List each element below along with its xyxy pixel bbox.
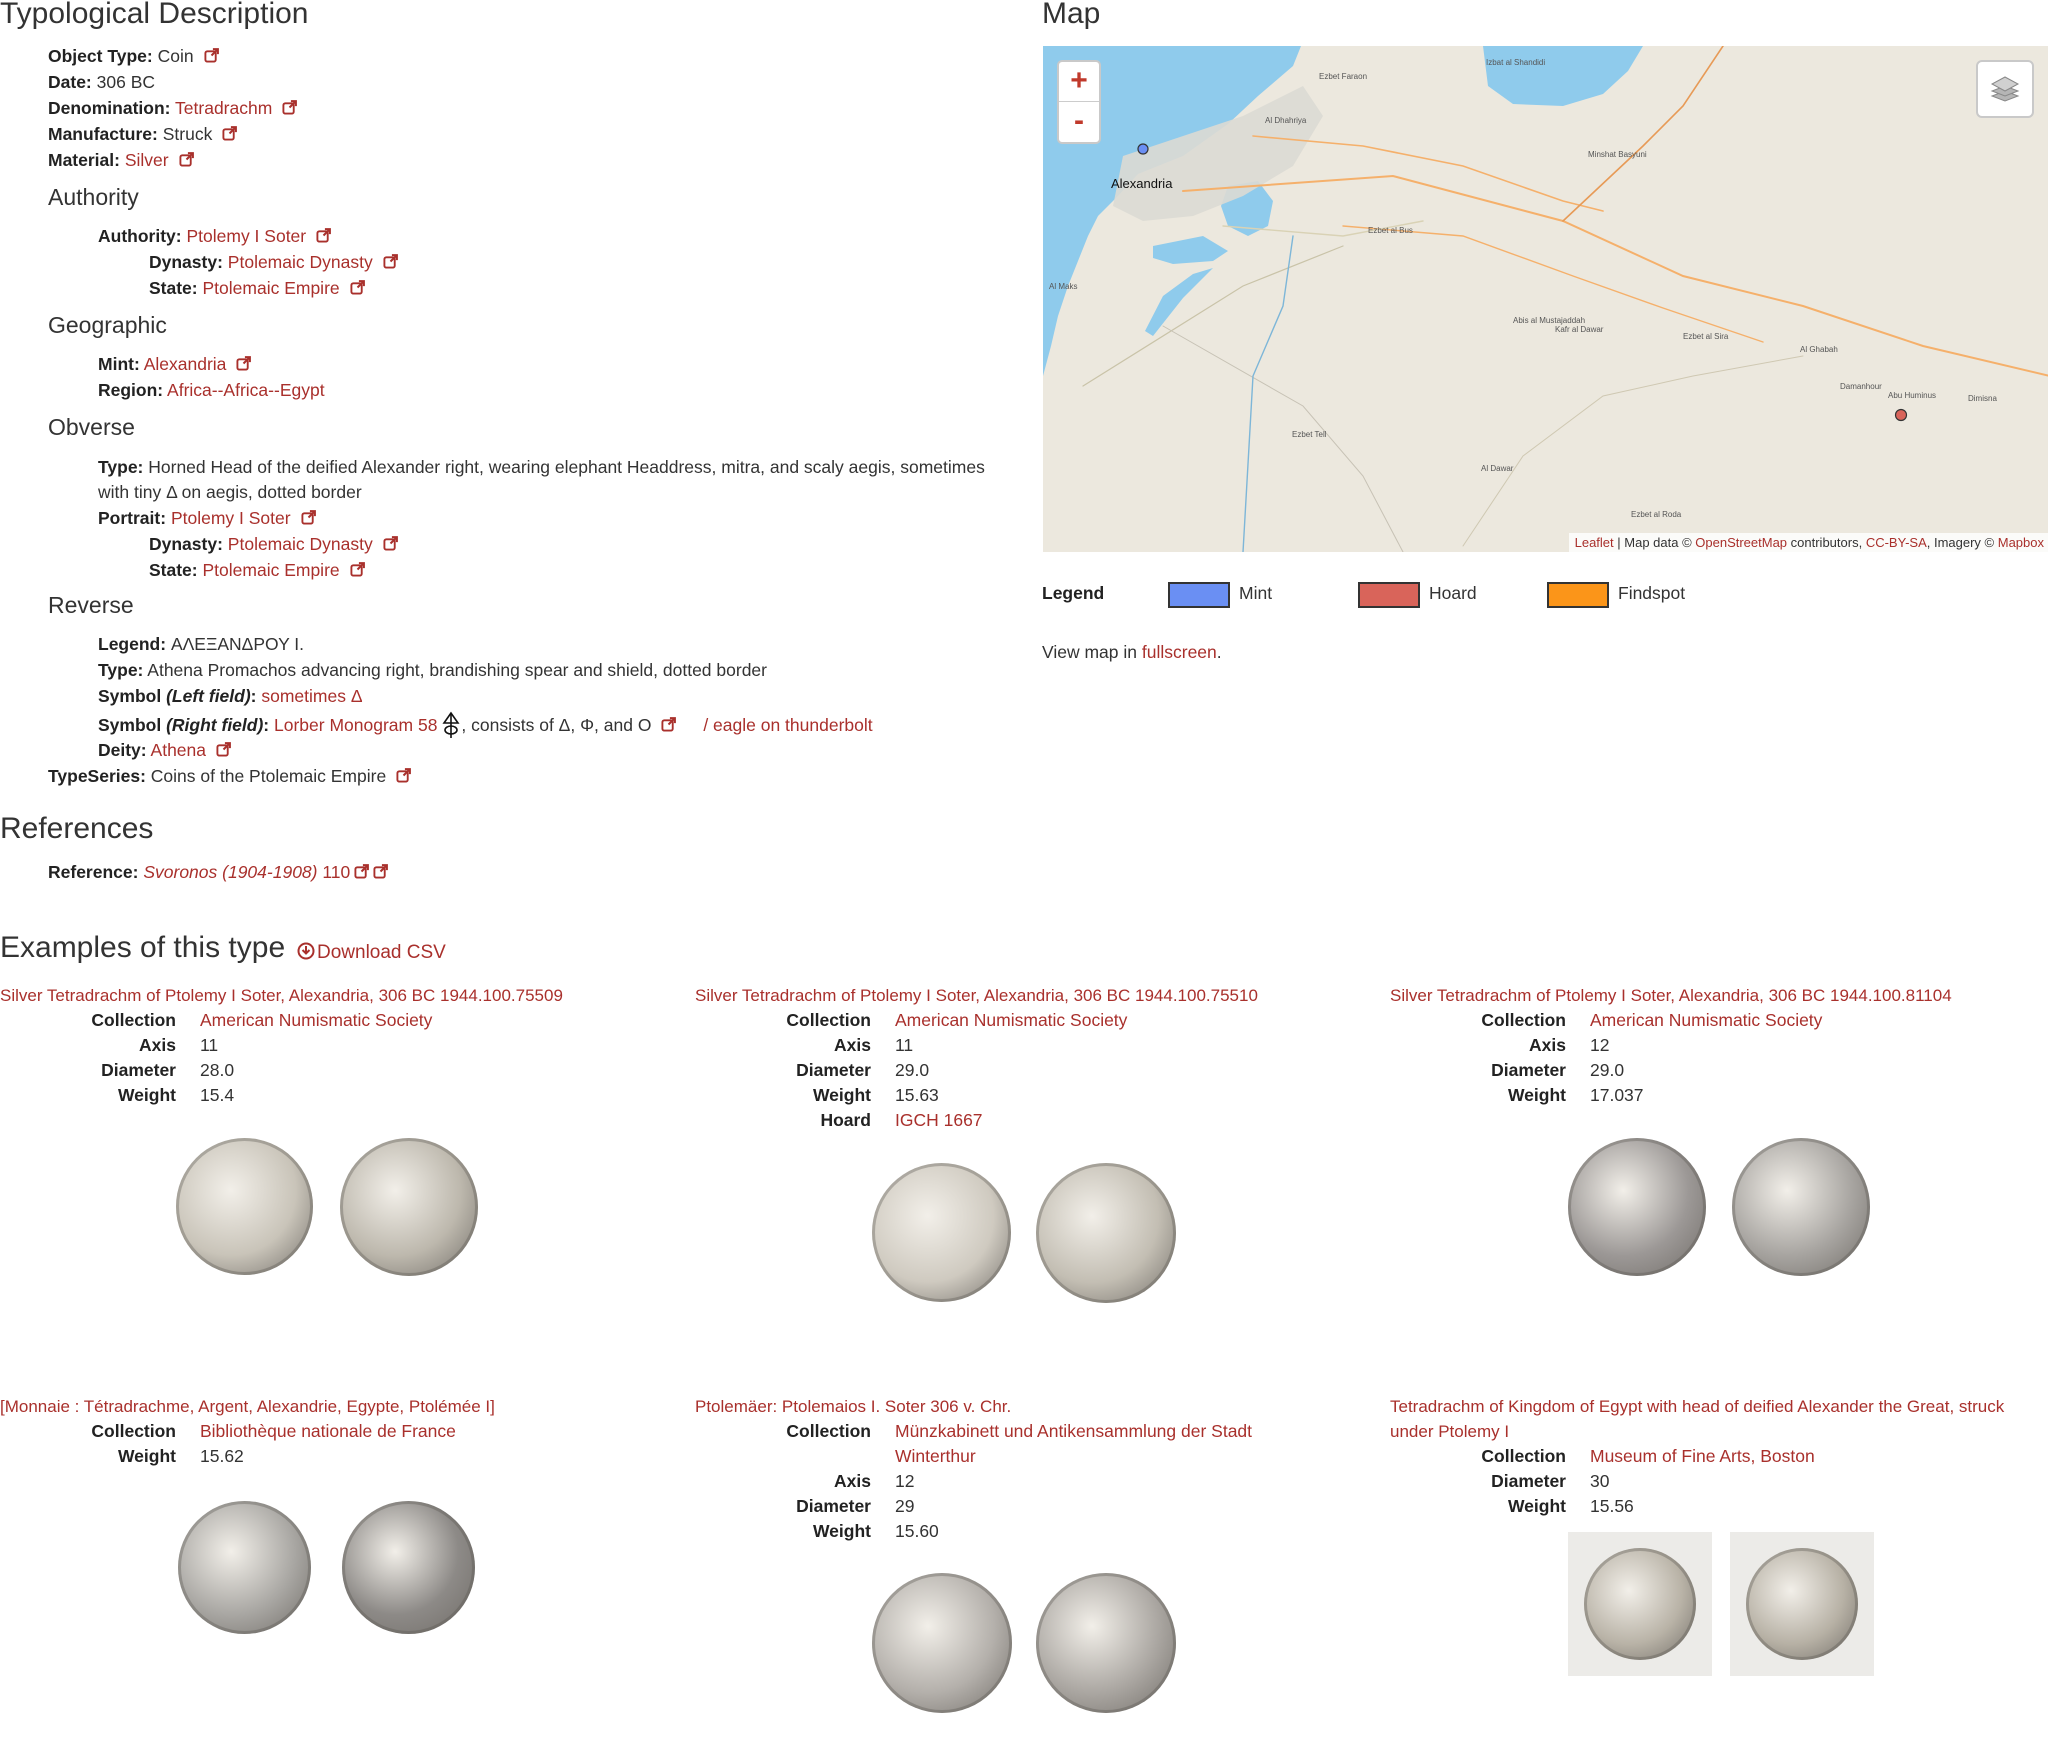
download-csv-link[interactable]: Download CSV <box>297 942 446 964</box>
external-link-icon[interactable] <box>216 742 231 757</box>
map-legend <box>1042 580 1942 620</box>
mint-row: Mint: Alexandria <box>98 353 251 375</box>
legend-label-findspot: Findspot <box>1618 583 1686 603</box>
example-field-row <box>1390 1033 1990 1058</box>
material-row: Material: Silver <box>48 149 194 171</box>
reverse-legend-row: Legend: ΑΛΕΞΑΝΔΡΟΥ Ι. <box>98 634 305 654</box>
map-label-ezbet-bus: Ezbet al Bus <box>1368 226 1413 235</box>
field-value: 29.0 <box>895 1060 930 1080</box>
field-label: Axis <box>139 1035 176 1055</box>
field-value-link[interactable]: IGCH 1667 <box>895 1110 983 1130</box>
example-card <box>695 1394 1295 1544</box>
field-label: Collection <box>1481 1010 1566 1030</box>
fullscreen-note: View map in fullscreen. <box>1042 642 1222 662</box>
denomination-row: Denomination: Tetradrachm <box>48 97 297 119</box>
field-value-link[interactable]: American Numismatic Society <box>200 1010 433 1030</box>
reverse-symbol-right-row: Symbol (Right field): Lorber Monogram 58 , consists of Δ, Φ, and Ο / eagle on thunderbolt <box>98 711 873 739</box>
download-icon <box>297 942 315 960</box>
external-link-icon[interactable] <box>179 152 194 167</box>
field-value: 30 <box>1590 1471 1610 1491</box>
example-field-row <box>695 1058 1295 1083</box>
map-label-kafr-dawar: Kafr al Dawar <box>1555 325 1604 334</box>
monogram-link[interactable]: Lorber Monogram 58 <box>274 715 438 735</box>
external-link-icon[interactable] <box>236 356 251 371</box>
external-link-icon[interactable] <box>383 254 398 269</box>
map-label-al-maks: Al Maks <box>1049 282 1078 291</box>
legend-label-mint: Mint <box>1239 583 1273 603</box>
material-link[interactable]: Silver <box>124 150 169 170</box>
field-value: 15.4 <box>200 1085 235 1105</box>
map-label-dimisna: Dimisna <box>1968 394 1997 403</box>
example-field-row <box>695 1469 1295 1494</box>
field-value-link[interactable]: American Numismatic Society <box>1590 1010 1823 1030</box>
field-value: 17.037 <box>1590 1085 1644 1105</box>
deity-row: Deity: Athena <box>98 739 231 761</box>
zoom-control <box>1057 60 1101 144</box>
reverse-heading: Reverse <box>48 592 134 618</box>
map-label-abu-huminus: Abu Huminus <box>1888 391 1937 400</box>
field-label: Diameter <box>1491 1471 1566 1491</box>
field-label: Collection <box>786 1421 871 1441</box>
example-field-row <box>695 1083 1295 1108</box>
legend-swatch-hoard <box>1358 582 1420 608</box>
obverse-dynasty-row: Dynasty: Ptolemaic Dynasty <box>149 533 398 555</box>
dynasty-link[interactable]: Ptolemaic Dynasty <box>227 252 373 272</box>
coin-reverse-image[interactable] <box>1746 1548 1858 1660</box>
field-label: Weight <box>1507 1085 1566 1105</box>
example-field-row <box>0 1033 585 1058</box>
example-field-row <box>0 1419 585 1444</box>
coin-reverse-image[interactable] <box>1036 1573 1176 1713</box>
example-field-row <box>0 1058 585 1083</box>
field-value: 11 <box>200 1035 219 1055</box>
mint-link[interactable]: Alexandria <box>143 354 227 374</box>
field-value-link[interactable]: American Numismatic Society <box>895 1010 1128 1030</box>
external-link-icon[interactable] <box>222 126 237 141</box>
map-label-minshat-basyuni: Minshat Basyuni <box>1588 150 1647 159</box>
example-title-link[interactable]: Silver Tetradrachm of Ptolemy I Soter, Alexandria, 306 BC 1944.100.75509 <box>0 986 563 1005</box>
obverse-heading: Obverse <box>48 414 135 440</box>
map-label-al-dawar: Al Dawar <box>1481 464 1514 473</box>
coin-obverse-image[interactable] <box>872 1573 1012 1713</box>
map[interactable] <box>1043 46 2048 552</box>
example-card <box>695 983 1295 1133</box>
field-label: Diameter <box>1491 1060 1566 1080</box>
field-label: Collection <box>91 1010 176 1030</box>
map-heading: Map <box>1042 0 1101 30</box>
authority-row: Authority: Ptolemy I Soter <box>98 225 331 247</box>
map-attribution: Leaflet | Map data © OpenStreetMap contributors, CC-BY-SA, Imagery © Mapbox <box>1569 533 2048 552</box>
map-label-alexandria: Alexandria <box>1111 176 1173 191</box>
external-link-icon[interactable] <box>316 228 331 243</box>
example-field-row <box>1390 1058 1990 1083</box>
example-card <box>1390 983 1990 1108</box>
field-label: Collection <box>786 1010 871 1030</box>
zoom-in-button[interactable]: + <box>1070 64 1088 97</box>
coin-obverse-image[interactable] <box>176 1138 313 1275</box>
field-value: 29.0 <box>1590 1060 1625 1080</box>
reverse-symbol-left-row: Symbol (Left field): sometimes Δ <box>98 686 363 706</box>
reference-link[interactable]: Svoronos (1904-1908) 110 <box>143 862 351 882</box>
example-field-row <box>695 1033 1295 1058</box>
coin-obverse-image[interactable] <box>178 1501 311 1634</box>
monogram-icon <box>441 711 461 739</box>
map-label-damanhour: Damanhour <box>1840 382 1882 391</box>
example-field-row <box>1390 1008 1990 1033</box>
field-value: 11 <box>895 1035 914 1055</box>
example-field-row <box>0 1008 585 1033</box>
osm-link[interactable]: OpenStreetMap <box>1695 535 1788 550</box>
leaflet-link[interactable]: Leaflet <box>1574 535 1614 550</box>
field-label: Axis <box>834 1035 871 1055</box>
field-label: Collection <box>91 1421 176 1441</box>
obverse-state-row: State: Ptolemaic Empire <box>149 559 365 581</box>
field-label: Weight <box>812 1521 871 1541</box>
example-field-row <box>695 1419 1295 1469</box>
field-value-link[interactable]: Münzkabinett und Antikensammlung der Stadt Winterthur <box>895 1421 1253 1466</box>
deity-link[interactable]: Athena <box>150 740 206 760</box>
mapbox-link[interactable]: Mapbox <box>1997 535 2044 550</box>
external-link-icon[interactable] <box>373 864 388 879</box>
portrait-link[interactable]: Ptolemy I Soter <box>170 508 291 528</box>
reference-row: Reference: Svoronos (1904-1908) 110 <box>48 861 388 883</box>
map-label-al-dhahriya: Al Dhahriya <box>1265 116 1307 125</box>
map-label-ezbet-tell: Ezbet Tell <box>1292 430 1327 439</box>
map-label-al-ghabah: Al Ghabah <box>1800 345 1838 354</box>
coin-reverse-image[interactable] <box>1036 1163 1176 1303</box>
dynasty-link[interactable]: Ptolemaic Dynasty <box>227 534 373 554</box>
zoom-out-button[interactable]: - <box>1059 101 1099 141</box>
fullscreen-link[interactable]: fullscreen <box>1141 642 1217 662</box>
map-label-ezbet-sira: Ezbet al Sira <box>1683 332 1729 341</box>
example-field-row <box>695 1494 1295 1519</box>
field-label: Diameter <box>101 1060 176 1080</box>
field-label: Weight <box>117 1085 176 1105</box>
coin-obverse-image[interactable] <box>1568 1138 1706 1276</box>
coin-reverse-image[interactable] <box>1732 1138 1870 1276</box>
example-card <box>0 1394 585 1469</box>
eagle-symbol-link[interactable]: / eagle on thunderbolt <box>703 715 873 735</box>
type-series-row: TypeSeries: Coins of the Ptolemaic Empire <box>48 765 411 787</box>
obverse-type-row: Type: Horned Head of the deified Alexander right, wearing elephant Headdress, mitra, and scaly aegis, sometimes with tiny Δ on aegis, dotted border <box>98 457 985 502</box>
field-value: 15.63 <box>895 1085 939 1105</box>
state-link[interactable]: Ptolemaic Empire <box>202 278 340 298</box>
reverse-type-row: Type: Athena Promachos advancing right, brandishing spear and shield, dotted border <box>98 660 767 680</box>
external-link-icon[interactable] <box>383 536 398 551</box>
field-value: 28.0 <box>200 1060 235 1080</box>
symbol-left-link[interactable]: sometimes Δ <box>261 686 363 706</box>
example-field-row <box>0 1444 585 1469</box>
external-link-icon[interactable] <box>350 562 365 577</box>
external-link-icon[interactable] <box>282 100 297 115</box>
field-label: Axis <box>834 1471 871 1491</box>
example-title-link[interactable]: Ptolemäer: Ptolemaios I. Soter 306 v. Chr. <box>695 1397 1012 1416</box>
example-title-link[interactable]: Silver Tetradrachm of Ptolemy I Soter, Alexandria, 306 BC 1944.100.81104 <box>1390 986 1952 1005</box>
field-value: 15.62 <box>200 1446 244 1466</box>
field-value-link[interactable]: Bibliothèque nationale de France <box>200 1421 456 1441</box>
example-field-row <box>1390 1469 2048 1494</box>
example-card <box>0 983 585 1108</box>
field-value: 15.60 <box>895 1521 939 1541</box>
field-label: Diameter <box>796 1496 871 1516</box>
map-tiles <box>1043 46 2048 552</box>
manufacture-row: Manufacture: Struck <box>48 123 237 145</box>
examples-heading: Examples of this type <box>0 931 286 964</box>
example-field-row <box>1390 1494 2048 1519</box>
field-label: Weight <box>117 1446 176 1466</box>
object-type-row: Object Type: Coin <box>48 45 219 67</box>
authority-dynasty-row: Dynasty: Ptolemaic Dynasty <box>149 251 398 273</box>
field-value-link[interactable]: Museum of Fine Arts, Boston <box>1590 1446 1815 1466</box>
layers-icon <box>1990 74 2020 109</box>
authority-state-row: State: Ptolemaic Empire <box>149 277 365 299</box>
example-field-row <box>1390 1444 2048 1469</box>
field-label: Diameter <box>796 1060 871 1080</box>
external-link-icon[interactable] <box>350 280 365 295</box>
external-link-icon[interactable] <box>661 717 676 732</box>
example-field-row <box>1390 1083 1990 1108</box>
field-label: Weight <box>1507 1496 1566 1516</box>
field-label: Axis <box>1529 1035 1566 1055</box>
field-value: 12 <box>895 1471 915 1491</box>
map-label-ezbet-roda: Ezbet al Roda <box>1631 510 1682 519</box>
denomination-link[interactable]: Tetradrachm <box>175 98 273 118</box>
field-label: Collection <box>1481 1446 1566 1466</box>
map-label-abis: Abis al Mustajaddah <box>1513 316 1586 325</box>
example-title-link[interactable]: Tetradrachm of Kingdom of Egypt with head of deified Alexander the Great, struck under Ptolemy I <box>1390 1397 2005 1441</box>
legend-label-hoard: Hoard <box>1429 583 1477 603</box>
external-link-icon[interactable] <box>301 510 316 525</box>
external-link-icon[interactable] <box>354 864 369 879</box>
field-label: Weight <box>812 1085 871 1105</box>
example-field-row <box>0 1083 585 1108</box>
example-field-row <box>695 1519 1295 1544</box>
field-value: 12 <box>1590 1035 1610 1055</box>
legend-swatch-findspot <box>1547 582 1609 608</box>
obverse-portrait-row: Portrait: Ptolemy I Soter <box>98 507 316 529</box>
typological-heading: Typological Description <box>0 0 309 30</box>
legend-swatch-mint <box>1168 582 1230 608</box>
map-label-izbat-shandidi: Izbat al Shandidi <box>1486 58 1546 67</box>
region-link[interactable]: Africa--Africa--Egypt <box>167 380 325 400</box>
example-title-link[interactable]: [Monnaie : Tétradrachme, Argent, Alexandrie, Egypte, Ptolémée I] <box>0 1397 495 1416</box>
references-heading: References <box>0 812 154 845</box>
geographic-heading: Geographic <box>48 312 167 338</box>
authority-link[interactable]: Ptolemy I Soter <box>186 226 307 246</box>
state-link[interactable]: Ptolemaic Empire <box>202 560 340 580</box>
date-row: Date: 306 BC <box>48 72 156 92</box>
authority-heading: Authority <box>48 184 139 210</box>
region-row: Region: Africa--Africa--Egypt <box>98 380 325 400</box>
example-field-row <box>695 1008 1295 1033</box>
field-label: Hoard <box>820 1110 871 1130</box>
layers-button[interactable] <box>1976 60 2034 118</box>
coin-reverse-image[interactable] <box>340 1138 478 1276</box>
external-link-icon[interactable] <box>396 768 411 783</box>
field-value: 29 <box>895 1496 915 1516</box>
example-title-link[interactable]: Silver Tetradrachm of Ptolemy I Soter, Alexandria, 306 BC 1944.100.75510 <box>695 986 1258 1005</box>
coin-obverse-image[interactable] <box>1584 1548 1696 1660</box>
example-card <box>1390 1394 2048 1519</box>
map-label-ezbet-faraon: Ezbet Faraon <box>1319 72 1368 81</box>
coin-reverse-image[interactable] <box>342 1501 475 1634</box>
coin-obverse-image[interactable] <box>872 1163 1011 1302</box>
legend-title: Legend <box>1042 583 1105 603</box>
license-link[interactable]: CC-BY-SA <box>1865 535 1927 550</box>
example-field-row <box>695 1108 1295 1133</box>
field-value: 15.56 <box>1590 1496 1634 1516</box>
external-link-icon[interactable] <box>204 48 219 63</box>
